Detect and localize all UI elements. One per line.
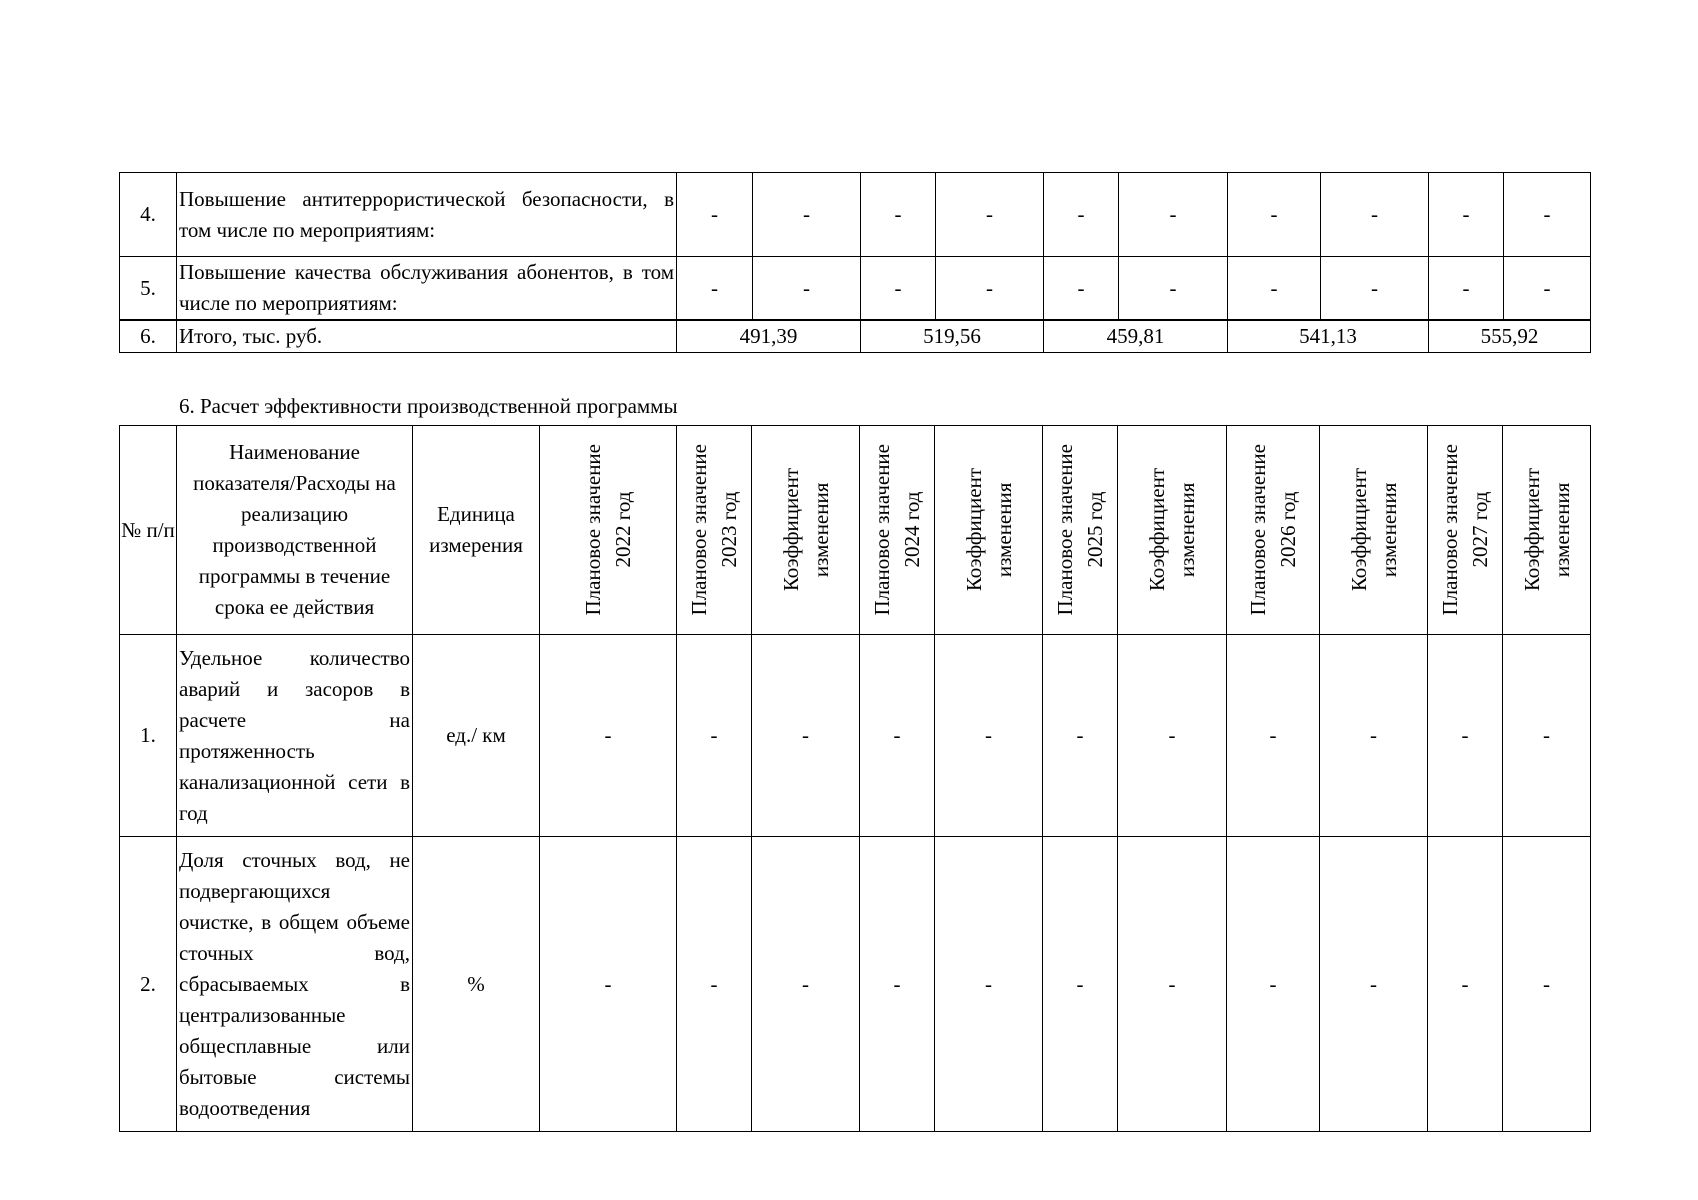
cell: -	[1118, 635, 1227, 837]
cell: -	[1043, 837, 1118, 1132]
cell: -	[1429, 173, 1504, 257]
header-line: изменения	[1549, 482, 1574, 578]
row-number: 4.	[120, 173, 177, 257]
cell: -	[1228, 173, 1321, 257]
cell: -	[935, 635, 1043, 837]
header-unit: Единица измерения	[413, 426, 540, 635]
cell: -	[1044, 257, 1119, 321]
cell: -	[860, 837, 935, 1132]
cell: -	[1428, 837, 1503, 1132]
header-coefficient	[1320, 426, 1428, 635]
total-value: 459,81	[1044, 320, 1228, 353]
cell: -	[1321, 173, 1429, 257]
total-row	[120, 320, 1591, 353]
cell: -	[540, 837, 677, 1132]
cell: -	[677, 837, 752, 1132]
cell: -	[1428, 635, 1503, 837]
row-unit: %	[413, 837, 540, 1132]
cell: -	[936, 257, 1044, 321]
header-line: изменения	[991, 482, 1016, 578]
cell: -	[1228, 257, 1321, 321]
header-plan-2025	[1043, 426, 1118, 635]
header-line: Плановое значение	[581, 444, 605, 616]
header-line: Плановое значение	[1438, 444, 1462, 616]
row-number: 5.	[120, 257, 177, 321]
cell: -	[936, 173, 1044, 257]
header-plan-2026	[1227, 426, 1320, 635]
cell: -	[753, 257, 861, 321]
efficiency-table	[119, 425, 1591, 1132]
header-coefficient	[1118, 426, 1227, 635]
header-line: изменения	[1376, 482, 1401, 578]
header-line: изменения	[808, 482, 833, 578]
cell: -	[677, 635, 752, 837]
header-line: Плановое значение	[1053, 444, 1077, 616]
header-plan-2024	[860, 426, 935, 635]
cell: -	[1504, 257, 1591, 321]
cell: -	[1429, 257, 1504, 321]
header-line: 2025 год	[1083, 492, 1107, 568]
cell: -	[861, 257, 936, 321]
cell: -	[1118, 837, 1227, 1132]
header-plan-2022	[540, 426, 677, 635]
cell: -	[1503, 837, 1591, 1132]
total-value: 491,39	[677, 320, 861, 353]
cell: -	[677, 173, 753, 257]
cell: -	[1321, 257, 1429, 321]
header-line: Коэффициент	[1346, 468, 1371, 592]
header-line: 2022 год	[611, 492, 635, 568]
cell: -	[540, 635, 677, 837]
cell: -	[1044, 173, 1119, 257]
total-value: 519,56	[861, 320, 1044, 353]
header-plan-2027	[1428, 426, 1503, 635]
header-line: Коэффициент	[961, 468, 986, 592]
row-number: 6.	[120, 320, 177, 353]
cell: -	[1503, 635, 1591, 837]
table-row	[120, 173, 1591, 257]
cell: -	[861, 173, 936, 257]
cell: -	[1119, 257, 1228, 321]
header-line: 2023 год	[717, 492, 741, 568]
header-line: 2024 год	[900, 492, 924, 568]
row-number: 2.	[120, 837, 177, 1132]
header-coefficient	[752, 426, 860, 635]
section-title: 6. Расчет эффективности производственной программы	[179, 394, 678, 418]
cell: -	[1320, 635, 1428, 837]
header-coefficient	[1503, 426, 1591, 635]
cell: -	[1227, 635, 1320, 837]
row-name: Повышение качества обслуживания абонентов, в том числе по мероприятиям:	[177, 257, 677, 321]
cell: -	[1504, 173, 1591, 257]
row-unit: ед./ км	[413, 635, 540, 837]
cell: -	[752, 635, 860, 837]
top-table	[119, 172, 1591, 353]
header-row	[120, 426, 1591, 635]
header-number: № п/п	[120, 426, 177, 635]
table-row	[120, 837, 1591, 1132]
header-plan-2023	[677, 426, 752, 635]
cell: -	[1320, 837, 1428, 1132]
header-line: Коэффициент	[1519, 468, 1544, 592]
cell: -	[752, 837, 860, 1132]
row-number: 1.	[120, 635, 177, 837]
row-name: Доля сточных вод, не подвергающихся очистке, в общем объеме сточных вод, сбрасываемых в централизованные общесплавные или бытовые системы водоотведения	[177, 837, 413, 1132]
cell: -	[1043, 635, 1118, 837]
total-value: 555,92	[1429, 320, 1591, 353]
row-name: Удельное количество аварий и засоров в расчете на протяженность канализационной сети в год	[177, 635, 413, 837]
header-line: 2026 год	[1276, 492, 1300, 568]
header-line: Плановое значение	[870, 444, 894, 616]
header-name: Наименование показателя/Расходы на реализацию производственной программы в течение срока ее действия	[177, 426, 413, 635]
row-name: Повышение антитеррористической безопасности, в том числе по мероприятиям:	[177, 173, 677, 257]
header-line: 2027 год	[1468, 492, 1492, 568]
cell: -	[935, 837, 1043, 1132]
cell: -	[753, 173, 861, 257]
cell: -	[677, 257, 753, 321]
cell: -	[860, 635, 935, 837]
cell: -	[1227, 837, 1320, 1132]
header-line: Плановое значение	[687, 444, 711, 616]
header-coefficient	[935, 426, 1043, 635]
header-line: Коэффициент	[778, 468, 803, 592]
total-value: 541,13	[1228, 320, 1429, 353]
row-name: Итого, тыс. руб.	[177, 320, 677, 353]
header-line: изменения	[1175, 482, 1199, 578]
table-row	[120, 635, 1591, 837]
table-row	[120, 257, 1591, 321]
header-line: Плановое значение	[1246, 444, 1270, 616]
cell: -	[1119, 173, 1228, 257]
header-line: Коэффициент	[1145, 468, 1169, 592]
